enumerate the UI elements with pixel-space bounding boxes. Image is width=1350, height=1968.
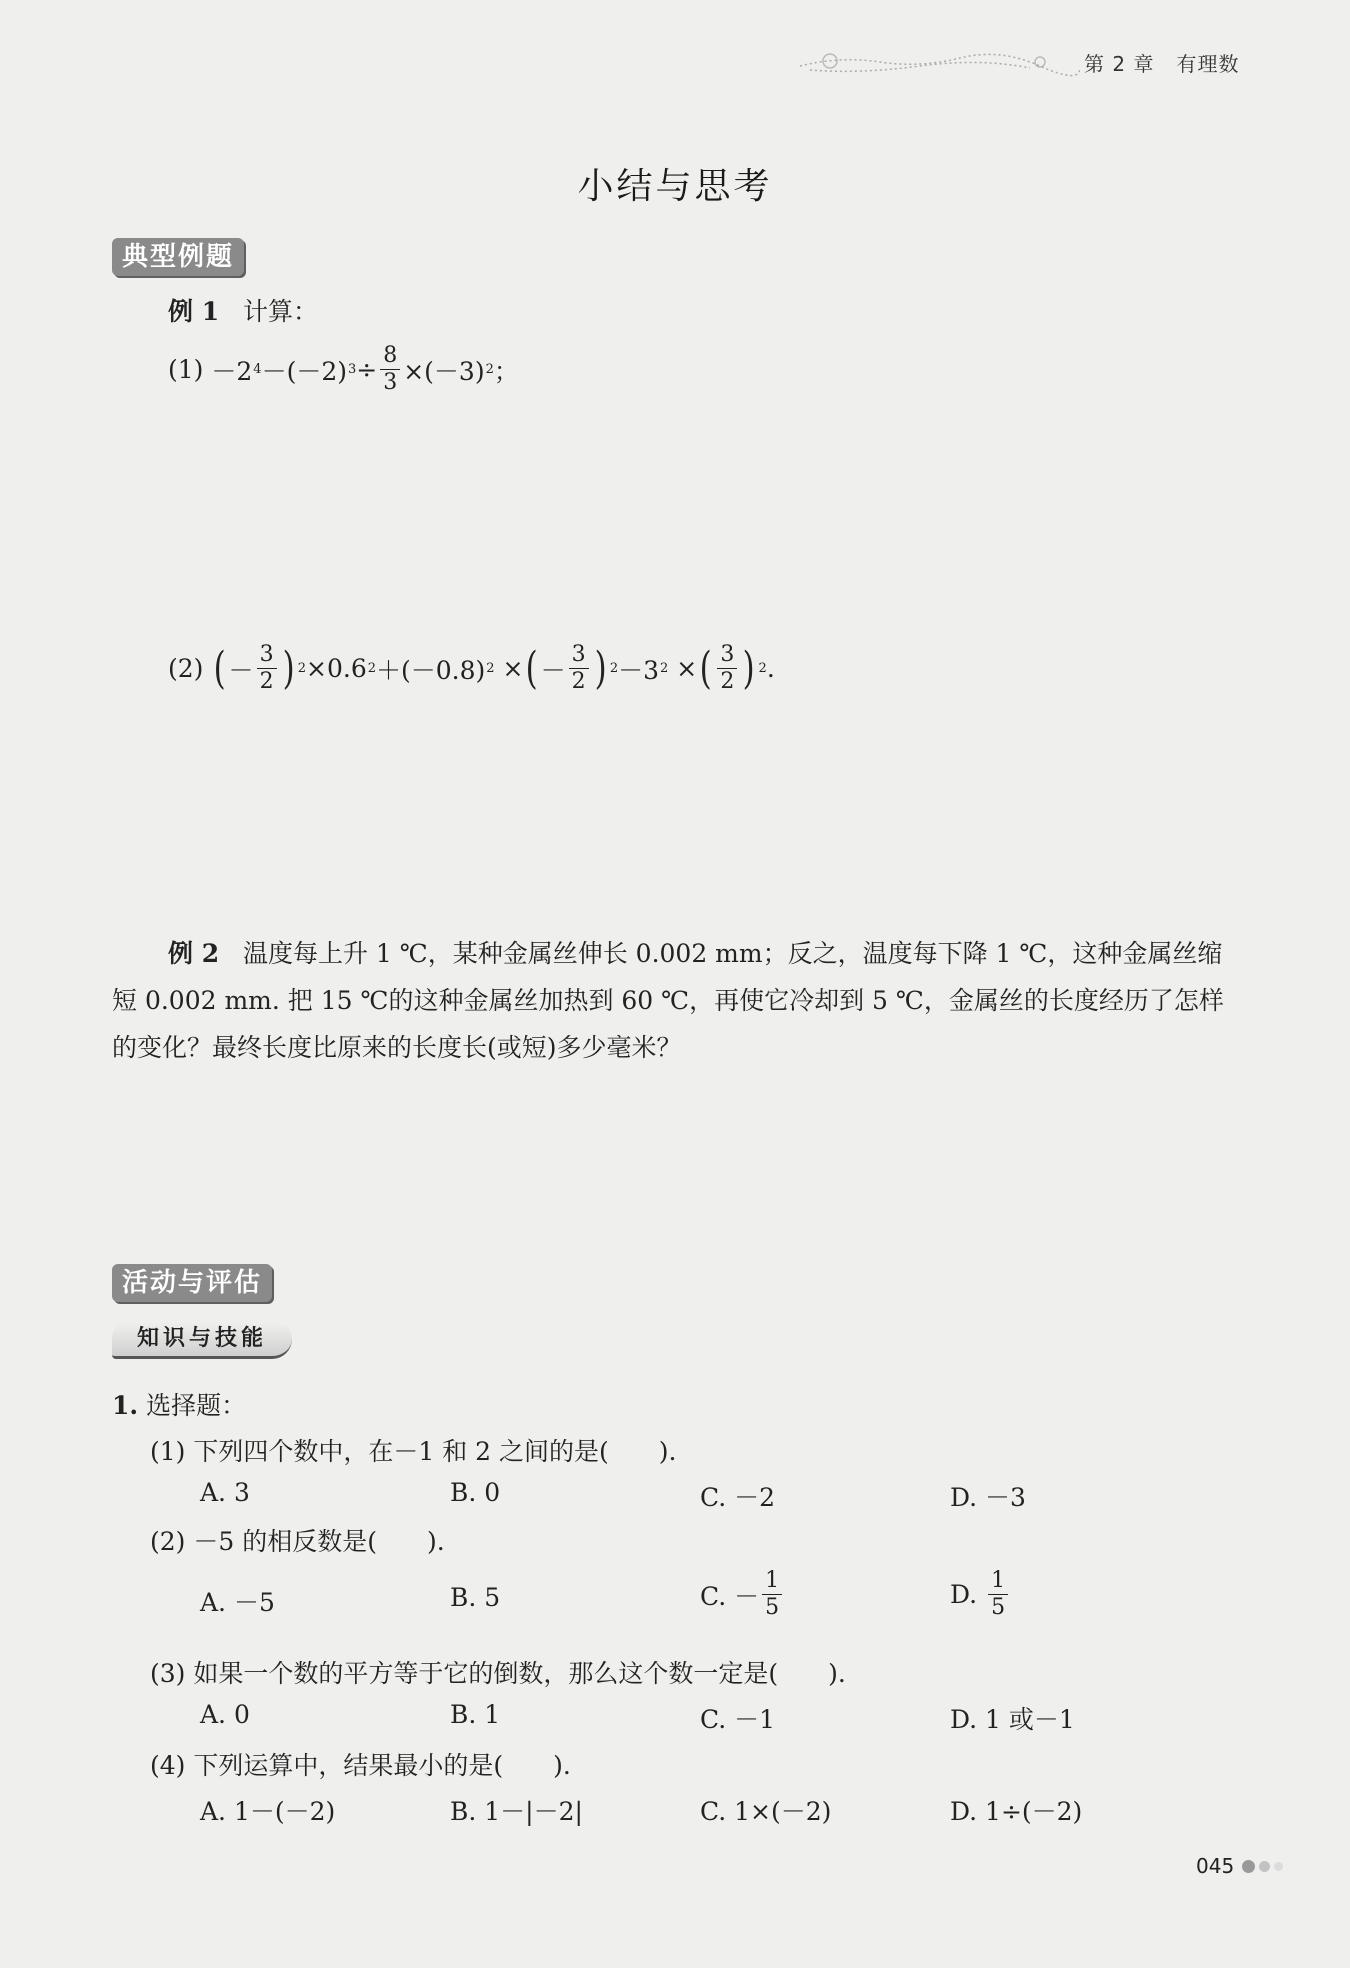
term: ＋(－0.8) (376, 655, 486, 685)
term: －(－2) (261, 356, 347, 386)
denominator: 2 (571, 669, 586, 694)
denominator: 2 (720, 669, 735, 694)
numerator: 1 (988, 1568, 1008, 1595)
option-a[interactable]: A. 3 (200, 1478, 250, 1507)
term: －3 (618, 655, 660, 685)
item-3-stem: (3) 如果一个数的平方等于它的倒数，那么这个数一定是( ). (150, 1659, 846, 1688)
term: －2 (211, 356, 253, 386)
numerator: 3 (257, 642, 277, 669)
numerator: 3 (569, 642, 589, 669)
option-b[interactable]: B. 0 (450, 1478, 501, 1507)
question-1 (112, 1386, 246, 1422)
option-c[interactable]: C. －1 (700, 1705, 776, 1734)
question-1-text: 选择题： (146, 1391, 247, 1420)
header-decoration (800, 48, 1080, 78)
operator: ÷ (356, 355, 378, 384)
punct: . (766, 654, 775, 683)
option-b[interactable]: B. 1－|－2| (450, 1797, 583, 1826)
numerator: 1 (762, 1568, 782, 1595)
option-c-label: C. － (700, 1581, 760, 1611)
fraction (717, 642, 737, 695)
header-chapter: 第 2 章 (1084, 52, 1155, 76)
numerator: 3 (717, 642, 737, 669)
dot-icon (1242, 1860, 1255, 1873)
example-1-text: 计算： (242, 297, 318, 326)
q-number: (2) (168, 654, 204, 683)
denominator: 2 (259, 669, 274, 694)
option-b[interactable]: B. 5 (450, 1583, 501, 1612)
term: ×0.6 (306, 654, 367, 683)
numerator: 8 (380, 343, 400, 370)
option-d[interactable]: D. －3 (950, 1483, 1026, 1512)
dot-icon (1259, 1861, 1270, 1872)
exponent: 3 (347, 362, 357, 377)
section-badge-activities: 活动与评估 (112, 1264, 272, 1302)
paren: ) (282, 642, 295, 694)
punct: ； (493, 356, 519, 386)
exponent: 2 (367, 661, 377, 676)
exponent: 4 (253, 362, 262, 377)
paren: ) (594, 642, 607, 694)
item-4-stem: (4) 下列运算中，结果最小的是( ). (150, 1751, 571, 1780)
example-2 (112, 930, 1232, 1071)
option-c[interactable] (700, 1568, 785, 1621)
q-number: (1) (168, 355, 204, 384)
example-1-question-1 (168, 343, 519, 396)
example-2-text: 温度每上升 1 ℃，某种金属丝伸长 0.002 mm；反之，温度每下降 1 ℃，这种金属丝缩短 0.002 mm. 把 15 ℃的这种金属丝加热到 60 ℃，再使它冷却到 5 ℃，金属丝的长度经历了怎样的变化？最终长度比原来的长度长(或短)多少毫米？ (112, 939, 1224, 1062)
option-d[interactable]: D. 1÷(－2) (950, 1797, 1083, 1826)
option-a[interactable]: A. 1－(－2) (200, 1797, 336, 1826)
item-1-stem: (1) 下列四个数中，在－1 和 2 之间的是( ). (150, 1437, 677, 1466)
page-number (1196, 1854, 1283, 1878)
running-header (1084, 48, 1239, 77)
example-1-label: 例 1 (168, 297, 220, 326)
fraction (988, 1568, 1008, 1621)
paren: ) (742, 642, 755, 694)
fraction (762, 1568, 782, 1621)
option-c[interactable]: C. 1×(－2) (700, 1797, 832, 1826)
fraction (257, 642, 277, 695)
option-a[interactable]: A. 0 (200, 1700, 250, 1729)
section-badge-examples: 典型例题 (112, 238, 244, 276)
paren: ( (213, 642, 226, 694)
exponent: 2 (609, 661, 619, 676)
option-a[interactable]: A. －5 (200, 1588, 275, 1617)
exponent: 2 (660, 661, 669, 676)
example-1 (168, 292, 318, 328)
exponent: 2 (485, 362, 494, 377)
paren: ( (699, 642, 712, 694)
option-d-label: D. (950, 1580, 978, 1609)
header-topic: 有理数 (1176, 52, 1240, 76)
paren: ( (526, 642, 539, 694)
option-b[interactable]: B. 1 (450, 1700, 501, 1729)
page-number-text: 045 (1196, 1854, 1235, 1878)
page-title: 小结与思考 (577, 166, 773, 207)
fraction (569, 642, 589, 695)
fraction (380, 343, 400, 396)
subsection-badge: 知识与技能 (112, 1322, 292, 1359)
denominator: 5 (991, 1595, 1006, 1620)
option-c[interactable]: C. －2 (700, 1483, 776, 1512)
term: ×(－3) (403, 356, 485, 386)
exponent: 2 (297, 661, 307, 676)
question-1-label: 1. (112, 1391, 139, 1420)
option-d[interactable] (950, 1568, 1011, 1621)
item-2-stem: (2) －5 的相反数是( ). (150, 1527, 445, 1556)
dot-icon (1274, 1862, 1283, 1871)
denominator: 5 (765, 1595, 780, 1620)
exponent: 2 (758, 661, 767, 676)
denominator: 3 (383, 370, 398, 395)
option-d[interactable]: D. 1 或－1 (950, 1705, 1075, 1734)
example-2-label: 例 2 (168, 939, 220, 968)
example-1-question-2: (2) ( － $\frac{3}{2}$ ) 2 ×0.6 2 ＋(－0.8) 2 × ( － $\frac{3}{2}$ ) 2 －3 2 × ( $\frac{3}{2}$ ) 2 . (168, 642, 775, 694)
exponent: 2 (486, 661, 495, 676)
